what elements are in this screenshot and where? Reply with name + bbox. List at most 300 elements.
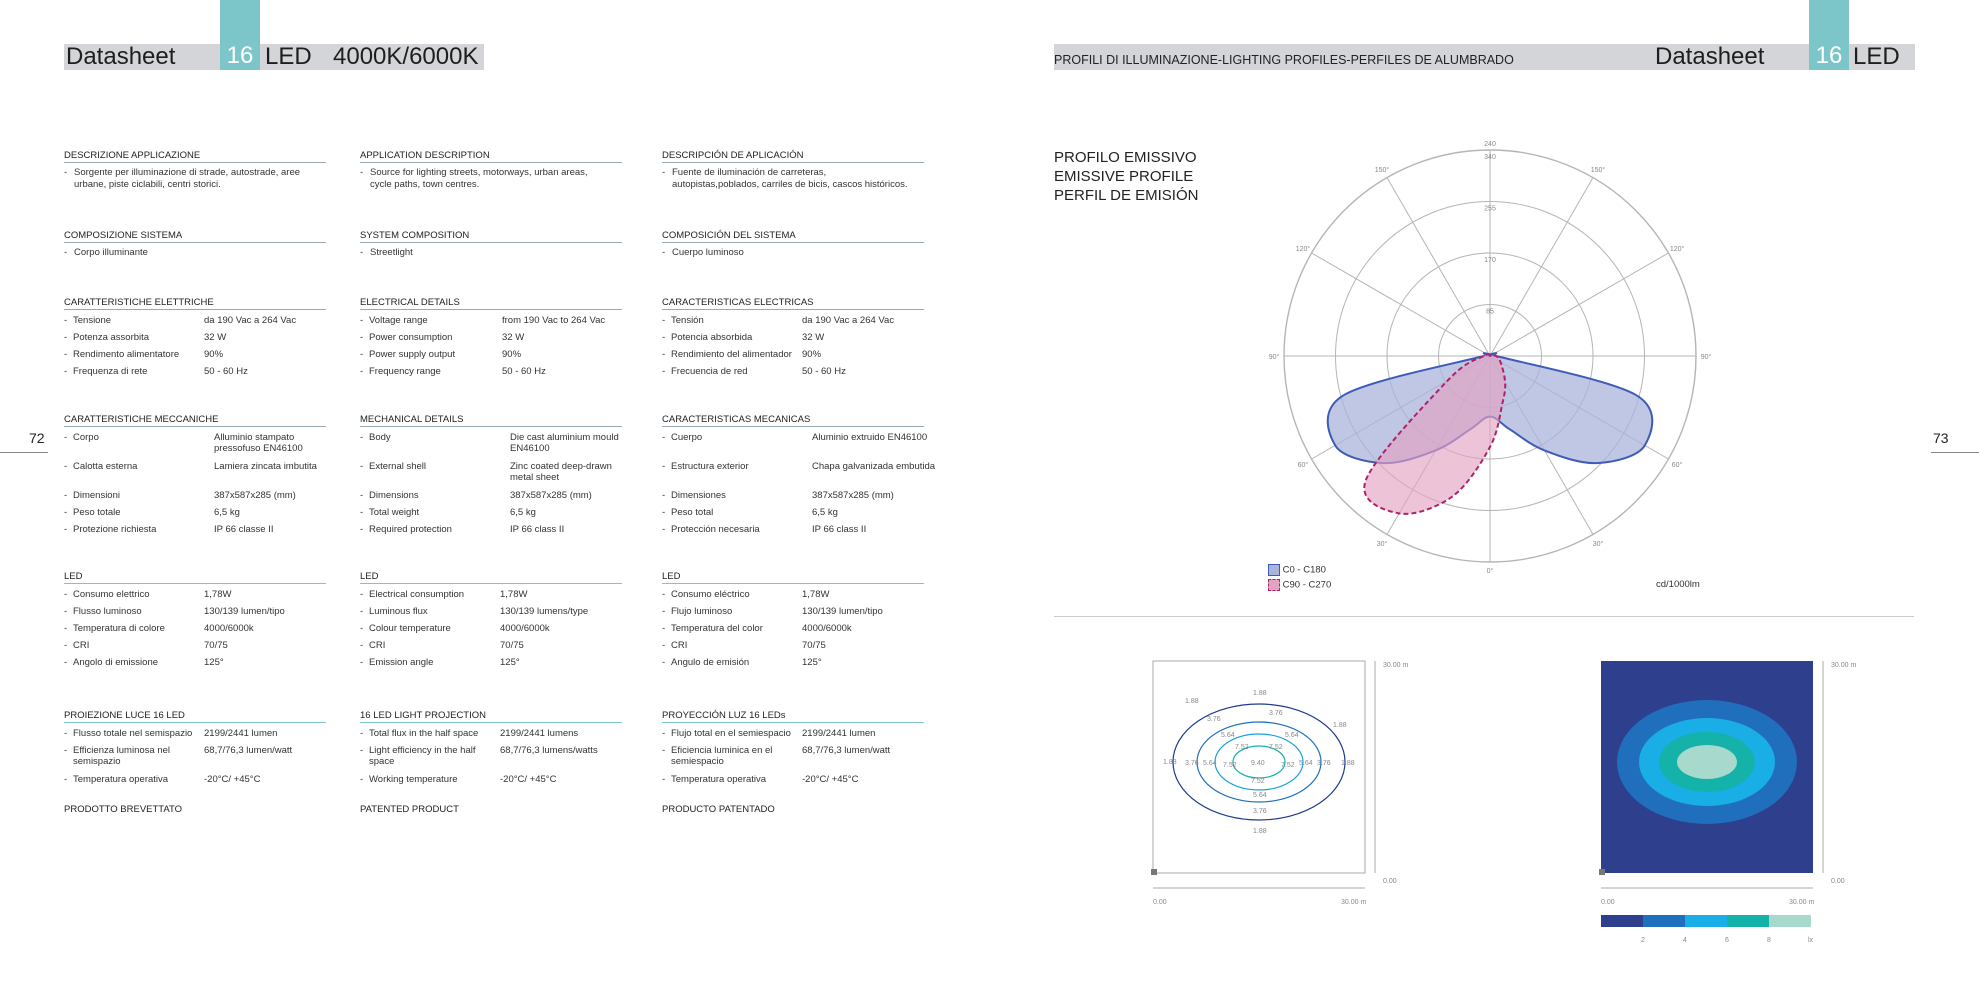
polar-angle-label: 60° xyxy=(1297,462,1309,469)
bullet-dash: - xyxy=(360,366,364,377)
spec-row xyxy=(662,742,924,771)
bullet-dash: - xyxy=(360,606,364,617)
spec-label: Dimensioni xyxy=(73,490,120,501)
spec-row xyxy=(360,725,622,742)
section-proj xyxy=(64,710,326,788)
spec-value: IP 66 class II xyxy=(812,524,867,535)
spec-value: 1,78W xyxy=(204,589,232,600)
bullet-dash: - xyxy=(662,432,666,443)
spec-list xyxy=(64,586,326,671)
spec-value: 50 - 60 Hz xyxy=(204,366,248,377)
scale-swatch-4 xyxy=(1727,915,1769,927)
bullet-dash: - xyxy=(64,606,68,617)
header-led-left: LED xyxy=(265,43,312,70)
bullet-dash: - xyxy=(64,432,68,443)
spec-row xyxy=(662,620,924,637)
spec-value: 6,5 kg xyxy=(214,507,240,518)
spec-label: Power supply output xyxy=(369,349,456,360)
spec-value: 6,5 kg xyxy=(510,507,536,518)
false-color-y-top: 30.00 m xyxy=(1831,662,1857,669)
isolux-label: 3.76 xyxy=(1185,760,1199,767)
bullet-dash: - xyxy=(64,490,68,501)
spec-label: Potenza assorbita xyxy=(73,332,150,343)
spec-row xyxy=(360,312,622,329)
section-text xyxy=(360,167,610,191)
spec-value: 4000/6000k xyxy=(802,623,852,634)
polar-radial-tick: 340 xyxy=(1484,154,1496,161)
isolux-label: 7.52 xyxy=(1281,762,1295,769)
spec-row xyxy=(64,654,326,671)
spec-row xyxy=(64,429,326,458)
spec-label: Flujo total en el semiespacio xyxy=(671,728,791,739)
spec-row xyxy=(360,771,622,788)
spec-row xyxy=(360,429,622,458)
section-text xyxy=(64,167,314,191)
spec-row xyxy=(64,725,326,742)
polar-angle-label: 30° xyxy=(1592,541,1604,549)
spec-row xyxy=(662,487,924,504)
spec-value: 6,5 kg xyxy=(812,507,838,518)
spec-row xyxy=(662,458,936,487)
spec-value: 50 - 60 Hz xyxy=(502,366,546,377)
spec-row xyxy=(662,586,924,603)
spec-label: Rendimiento del alimentador xyxy=(671,349,792,360)
isolux-label: 5.64 xyxy=(1203,760,1217,767)
bullet-dash: - xyxy=(662,524,666,535)
profile-title xyxy=(1054,148,1198,205)
section-text xyxy=(360,247,610,259)
header-subtitle: PROFILI DI ILLUMINAZIONE-LIGHTING PROFILES-PERFILES DE ALUMBRADO xyxy=(1054,53,1514,67)
isolux-label: 1.88 xyxy=(1253,828,1267,835)
section-description xyxy=(64,150,326,191)
spec-row xyxy=(64,487,326,504)
isolux-label: 7.52 xyxy=(1269,744,1283,751)
spec-label: Dimensions xyxy=(369,490,419,501)
bullet-dash: - xyxy=(662,507,666,518)
false-color-x-start: 0.00 xyxy=(1601,899,1615,906)
spec-row xyxy=(662,429,928,458)
spec-list xyxy=(662,429,936,538)
polar-angle-label: 0° xyxy=(1486,568,1494,575)
bullet-dash: - xyxy=(64,247,68,258)
spec-value: 130/139 lumens/type xyxy=(500,606,589,617)
spec-row xyxy=(360,654,622,671)
spec-row xyxy=(64,521,326,538)
spec-row xyxy=(662,654,924,671)
spec-label: Electrical consumption xyxy=(369,589,465,600)
patent-note: PRODUCTO PATENTADO xyxy=(662,804,775,815)
spec-list xyxy=(360,312,622,380)
spec-label: Power consumption xyxy=(369,332,453,343)
section-elec xyxy=(64,297,326,380)
spec-value: 70/75 xyxy=(204,640,228,651)
page-line-right xyxy=(1931,452,1979,453)
spec-value: 387x587x285 (mm) xyxy=(510,490,592,501)
spec-value: 130/139 lumen/tipo xyxy=(802,606,883,617)
spec-row xyxy=(662,771,924,788)
scale-label-unit: lx xyxy=(1808,937,1814,944)
isolux-x-end: 30.00 m xyxy=(1341,899,1367,906)
spec-label: Protección necesaria xyxy=(671,524,760,535)
isolux-label: 3.76 xyxy=(1317,760,1331,767)
spec-label: Consumo eléctrico xyxy=(671,589,750,600)
spec-value: 50 - 60 Hz xyxy=(802,366,846,377)
legend-c0 xyxy=(1268,564,1326,576)
bullet-dash: - xyxy=(64,623,68,634)
isolux-label: 3.76 xyxy=(1253,808,1267,815)
spec-value: from 190 Vac to 264 Vac xyxy=(502,315,606,326)
legend-c0-label: C0 - C180 xyxy=(1282,564,1326,576)
spec-value: 1,78W xyxy=(500,589,528,600)
bullet-dash: - xyxy=(662,490,666,501)
spec-label: External shell xyxy=(369,461,427,472)
polar-radial-tick: 85 xyxy=(1486,308,1494,316)
section-elec xyxy=(662,297,924,380)
spec-value: 125° xyxy=(500,657,520,668)
false-color-x-end: 30.00 m xyxy=(1789,899,1815,906)
spec-list xyxy=(64,312,326,380)
spec-list xyxy=(64,725,326,788)
spec-value: 2199/2441 lumen xyxy=(802,728,876,739)
bullet-dash: - xyxy=(360,461,364,472)
spec-label: Light efficiency in the half space xyxy=(369,745,476,767)
section-composition xyxy=(360,230,622,259)
spec-value: 1,78W xyxy=(802,589,830,600)
polar-angle-label: 90° xyxy=(1700,354,1712,361)
bullet-dash: - xyxy=(662,728,666,739)
bullet-dash: - xyxy=(360,640,364,651)
spec-value: 2199/2441 lumens xyxy=(500,728,579,739)
bullet-dash: - xyxy=(360,657,364,668)
spec-label: Angulo de emisión xyxy=(671,657,750,668)
spec-label: CRI xyxy=(671,640,688,651)
spec-value: 68,7/76,3 lumens/watts xyxy=(500,745,598,756)
spec-value: 4000/6000k xyxy=(204,623,254,634)
bullet-dash: - xyxy=(360,349,364,360)
bullet-dash: - xyxy=(64,745,68,756)
isolux-label: 5.64 xyxy=(1285,732,1299,739)
section-title: COMPOSIZIONE SISTEMA xyxy=(64,230,326,243)
spec-row xyxy=(64,504,326,521)
scale-label-8: 8 xyxy=(1767,937,1771,944)
scale-label-6: 6 xyxy=(1725,937,1729,944)
section-divider xyxy=(1054,616,1914,617)
polar-angle-label: 150° xyxy=(1374,166,1390,174)
spec-row xyxy=(360,586,622,603)
bullet-dash: - xyxy=(662,315,666,326)
spec-row xyxy=(64,742,326,771)
spec-label: Total flux in the half space xyxy=(369,728,479,739)
section-proj xyxy=(360,710,622,788)
spec-value: IP 66 classe II xyxy=(214,524,274,535)
profile-title-es: PERFIL DE EMISIÓN xyxy=(1054,187,1199,204)
spec-list xyxy=(360,586,622,671)
patent-note: PATENTED PRODUCT xyxy=(360,804,459,815)
section-text xyxy=(662,167,912,191)
spec-label: Efficienza luminosa nel semispazio xyxy=(73,745,170,767)
spec-value: Die cast aluminium mould EN46100 xyxy=(510,432,619,454)
isolux-y-bottom: 0.00 xyxy=(1383,878,1397,885)
spec-label: Angolo di emissione xyxy=(73,657,159,668)
section-title: LED xyxy=(64,571,326,584)
spec-label: Potencia absorbida xyxy=(671,332,753,343)
isolux-x-start: 0.00 xyxy=(1153,899,1167,906)
bullet-dash: - xyxy=(360,745,364,756)
isolux-center-label: 9.40 xyxy=(1251,760,1265,767)
isolux-label: 1.88 xyxy=(1163,759,1177,766)
spec-value: 68,7/76,3 lumen/watt xyxy=(204,745,293,756)
header-led-right: LED xyxy=(1853,43,1900,70)
section-title: CARATTERISTICHE MECCANICHE xyxy=(64,414,326,427)
false-color-diagram xyxy=(1592,655,1867,955)
false-color-y-bottom: 0.00 xyxy=(1831,878,1845,885)
spec-label: Flusso totale nel semispazio xyxy=(73,728,193,739)
section-title: DESCRIZIONE APPLICAZIONE xyxy=(64,150,326,163)
section-title: MECHANICAL DETAILS xyxy=(360,414,622,427)
bullet-dash: - xyxy=(662,366,666,377)
bullet-dash: - xyxy=(64,640,68,651)
spec-list xyxy=(64,429,326,538)
spec-label: Frequency range xyxy=(369,366,441,377)
scale-label-2: 2 xyxy=(1641,937,1645,944)
scale-swatch-5 xyxy=(1769,915,1811,927)
bullet-dash: - xyxy=(64,332,68,343)
polar-radial-tick: 170 xyxy=(1484,257,1496,264)
spec-row xyxy=(662,725,924,742)
spec-label: Temperatura del color xyxy=(671,623,763,634)
section-text xyxy=(64,247,314,259)
spec-row xyxy=(360,504,622,521)
spec-list xyxy=(662,312,924,380)
spec-label: Body xyxy=(369,432,391,443)
section-title: APPLICATION DESCRIPTION xyxy=(360,150,622,163)
spec-value: 387x587x285 (mm) xyxy=(812,490,894,501)
section-title: PROIEZIONE LUCE 16 LED xyxy=(64,710,326,723)
spec-row xyxy=(662,312,924,329)
spec-value: -20°C/ +45°C xyxy=(802,774,859,785)
legend-c90-swatch xyxy=(1268,579,1280,591)
spec-value: -20°C/ +45°C xyxy=(500,774,557,785)
spec-label: Luminous flux xyxy=(369,606,428,617)
bullet-dash: - xyxy=(64,774,68,785)
bullet-dash: - xyxy=(662,745,666,756)
spec-value: da 190 Vac a 264 Vac xyxy=(204,315,297,326)
spec-label: CRI xyxy=(369,640,386,651)
spec-list xyxy=(360,429,622,538)
spec-label: Protezione richiesta xyxy=(73,524,157,535)
spec-label: Temperatura operativa xyxy=(671,774,767,785)
bullet-dash: - xyxy=(360,774,364,785)
spec-value: 90% xyxy=(204,349,224,360)
spec-label: Total weight xyxy=(369,507,420,518)
spec-label: Consumo elettrico xyxy=(73,589,150,600)
spec-row xyxy=(662,637,924,654)
spec-value: Zinc coated deep-drawn metal sheet xyxy=(510,461,612,483)
spec-row xyxy=(662,603,924,620)
header-tab-left xyxy=(220,0,260,70)
spec-value: 32 W xyxy=(802,332,825,343)
bullet-dash: - xyxy=(360,623,364,634)
section-description xyxy=(662,150,924,191)
spec-row xyxy=(64,458,326,487)
isolux-label: 5.64 xyxy=(1299,760,1313,767)
bullet-dash: - xyxy=(360,332,364,343)
section-title: LED xyxy=(662,571,924,584)
spec-row xyxy=(360,603,622,620)
bullet-dash: - xyxy=(360,524,364,535)
spec-label: Cuerpo xyxy=(671,432,703,443)
bullet-dash: - xyxy=(662,349,666,360)
spec-label: Emission angle xyxy=(369,657,434,668)
composition-text: Cuerpo luminoso xyxy=(672,247,744,258)
section-description xyxy=(360,150,622,191)
spec-value: IP 66 class II xyxy=(510,524,565,535)
section-led xyxy=(64,571,326,671)
profile-title-it: PROFILO EMISSIVO xyxy=(1054,149,1197,166)
spec-value: 130/139 lumen/tipo xyxy=(204,606,285,617)
bullet-dash: - xyxy=(64,507,68,518)
spec-value: Aluminio extruido EN46100 xyxy=(812,432,928,443)
isolux-y-top: 30.00 m xyxy=(1383,662,1409,669)
composition-text: Streetlight xyxy=(370,247,413,258)
bullet-dash: - xyxy=(64,524,68,535)
spec-value: 125° xyxy=(802,657,822,668)
scale-swatch-3 xyxy=(1685,915,1727,927)
legend-c0-swatch xyxy=(1268,564,1280,576)
page-line-left xyxy=(0,452,48,453)
bullet-dash: - xyxy=(360,589,364,600)
spec-label: Rendimento alimentatore xyxy=(73,349,180,360)
section-title: CARACTERISTICAS ELECTRICAS xyxy=(662,297,924,310)
spec-row xyxy=(360,637,622,654)
legend-c90-label: C90 - C270 xyxy=(1282,579,1332,591)
section-title: DESCRIPCIÓN DE APLICACIÓN xyxy=(662,150,924,163)
bullet-dash: - xyxy=(64,349,68,360)
polar-angle-label: 60° xyxy=(1671,462,1683,469)
bullet-dash: - xyxy=(360,728,364,739)
spec-label: Required protection xyxy=(369,524,452,535)
bullet-dash: - xyxy=(64,589,68,600)
spec-row xyxy=(662,363,924,380)
composition-text: Corpo illuminante xyxy=(74,247,148,258)
section-title: CARACTERISTICAS MECANICAS xyxy=(662,414,924,427)
section-title: PROYECCIÓN LUZ 16 LEDs xyxy=(662,710,924,723)
spec-label: Colour temperature xyxy=(369,623,451,634)
section-title: CARATTERISTICHE ELETTRICHE xyxy=(64,297,326,310)
bullet-dash: - xyxy=(662,589,666,600)
spec-row xyxy=(360,742,622,771)
bullet-dash: - xyxy=(662,247,666,258)
isolux-diagram xyxy=(1145,655,1409,910)
spec-row xyxy=(662,329,924,346)
spec-row xyxy=(360,487,622,504)
scale-swatch-2 xyxy=(1643,915,1685,927)
isolux-label: 3.76 xyxy=(1207,716,1221,723)
spec-label: Estructura exterior xyxy=(671,461,749,472)
spec-row xyxy=(360,346,622,363)
spec-label: CRI xyxy=(73,640,90,651)
section-composition xyxy=(64,230,326,259)
spec-row xyxy=(360,329,622,346)
isolux-label: 3.76 xyxy=(1269,710,1283,717)
bullet-dash: - xyxy=(64,728,68,739)
polar-angle-label: 120° xyxy=(1295,246,1311,253)
isolux-label: 7.52 xyxy=(1223,762,1237,769)
spec-label: Flujo luminoso xyxy=(671,606,733,617)
spec-value: Alluminio stampato pressofuso EN46100 xyxy=(214,432,303,454)
bullet-dash: - xyxy=(64,315,68,326)
bullet-dash: - xyxy=(662,640,666,651)
section-proj xyxy=(662,710,924,788)
false-color-level-5 xyxy=(1677,745,1737,779)
patent-note: PRODOTTO BREVETTATO xyxy=(64,804,183,815)
bullet-dash: - xyxy=(64,366,68,377)
bullet-dash: - xyxy=(64,461,68,472)
profile-unit: cd/1000lm xyxy=(1656,579,1700,590)
bullet-dash: - xyxy=(64,167,68,178)
bullet-dash: - xyxy=(360,432,364,443)
bullet-dash: - xyxy=(662,623,666,634)
bullet-dash: - xyxy=(662,461,666,472)
spec-label: Temperatura operativa xyxy=(73,774,169,785)
polar-angle-label: 150° xyxy=(1590,166,1606,174)
bullet-dash: - xyxy=(360,247,364,258)
spec-label: Tensione xyxy=(73,315,112,326)
section-title: LED xyxy=(360,571,622,584)
spec-label: Flusso luminoso xyxy=(73,606,142,617)
isolux-label: 7.52 xyxy=(1235,744,1249,751)
header-temperature: 4000K/6000K xyxy=(333,43,479,70)
spec-list xyxy=(662,586,924,671)
spec-value: -20°C/ +45°C xyxy=(204,774,261,785)
spec-value: 4000/6000k xyxy=(500,623,550,634)
spec-value: da 190 Vac a 264 Vac xyxy=(802,315,895,326)
bullet-dash: - xyxy=(662,657,666,668)
header-tab-right xyxy=(1809,0,1849,70)
spec-list xyxy=(662,725,924,788)
bullet-dash: - xyxy=(360,490,364,501)
isolux-label: 7.52 xyxy=(1251,778,1265,785)
profile-title-en: EMISSIVE PROFILE xyxy=(1054,168,1194,185)
spec-label: Calotta esterna xyxy=(73,461,138,472)
section-title: ELECTRICAL DETAILS xyxy=(360,297,622,310)
spec-value: 387x587x285 (mm) xyxy=(214,490,296,501)
spec-label: Working temperature xyxy=(369,774,458,785)
spec-label: Corpo xyxy=(73,432,99,443)
spec-row xyxy=(64,603,326,620)
header-tab-number: 16 xyxy=(1815,42,1843,69)
spec-label: Voltage range xyxy=(369,315,428,326)
spec-row xyxy=(64,363,326,380)
page-number-left: 72 xyxy=(29,430,45,446)
spec-row xyxy=(64,620,326,637)
spec-label: Frecuencia de red xyxy=(671,366,748,377)
spec-value: Lamiera zincata imbutita xyxy=(214,461,317,472)
spec-list xyxy=(360,725,622,788)
spec-row xyxy=(360,458,622,487)
bullet-dash: - xyxy=(662,332,666,343)
legend-c90 xyxy=(1268,579,1331,591)
spec-row xyxy=(64,771,326,788)
spec-label: Temperatura di colore xyxy=(73,623,165,634)
spec-row xyxy=(662,521,924,538)
isolux-label: 1.88 xyxy=(1341,760,1355,767)
polar-radial-tick: 255 xyxy=(1484,205,1496,213)
section-led xyxy=(662,571,924,671)
isolux-origin-marker xyxy=(1151,869,1157,875)
polar-chart xyxy=(1260,135,1720,585)
bullet-dash: - xyxy=(662,167,666,178)
